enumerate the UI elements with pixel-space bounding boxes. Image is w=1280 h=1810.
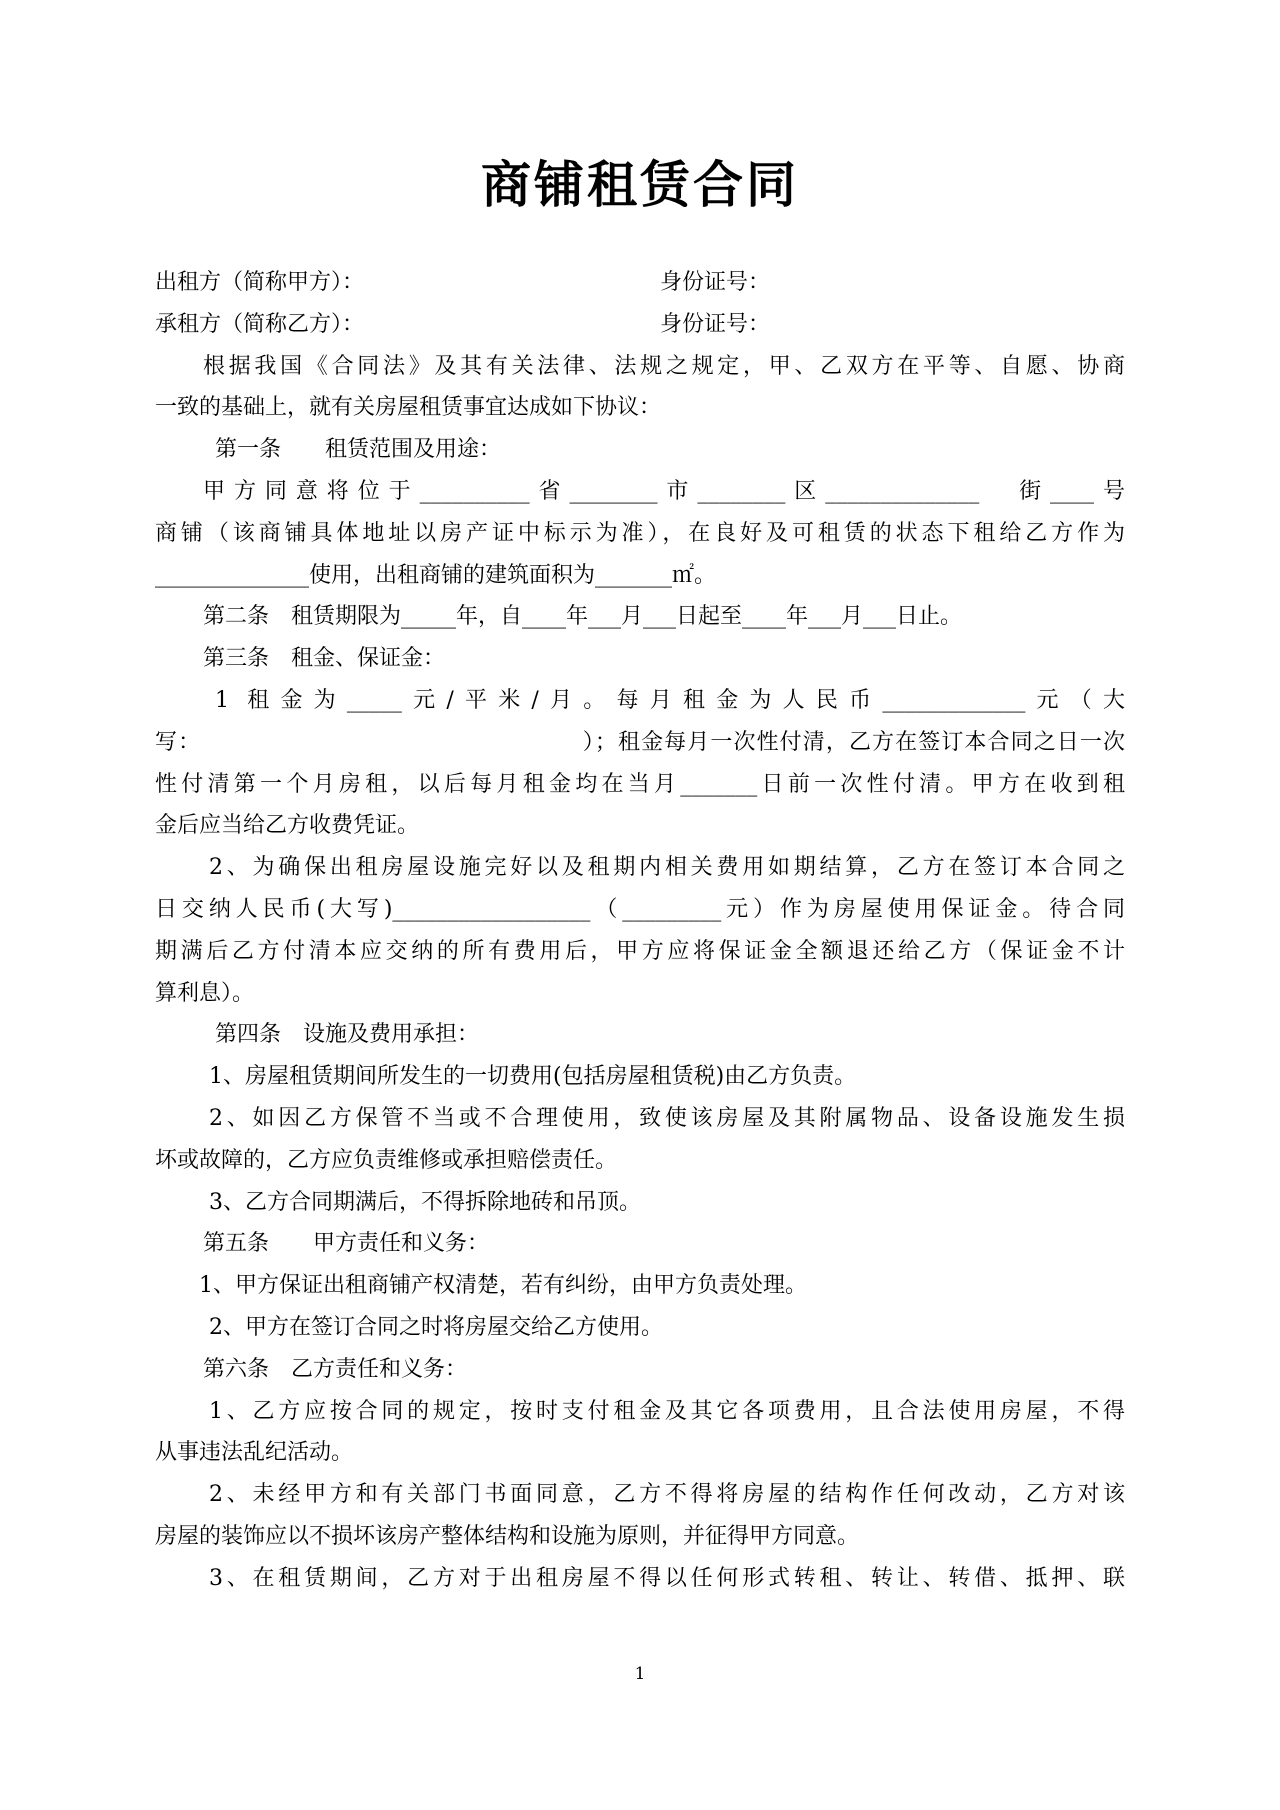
paragraph-line: 1、甲方保证出租商铺产权清楚，若有纠纷，由甲方负责处理。 xyxy=(199,1273,807,1299)
paragraph-line: 2、如因乙方保管不当或不合理使用，致使该房屋及其附属物品、设备设施发生损 xyxy=(209,1105,1125,1131)
lessee-label: 承租方（简称乙方）： xyxy=(155,311,365,337)
paragraph-line: 期满后乙方付清本应交纳的所有费用后，甲方应将保证金全额退还给乙方（保证金不计 xyxy=(155,938,1125,964)
lessee-id-label: 身份证号： xyxy=(660,311,771,337)
paragraph-line: 根据我国《合同法》及其有关法律、法规之规定，甲、乙双方在平等、自愿、协商 xyxy=(203,353,1125,379)
document-title: 商铺租赁合同 xyxy=(481,155,799,214)
paragraph-line: 3、在租赁期间，乙方对于出租房屋不得以任何形式转租、转让、转借、抵押、联 xyxy=(209,1565,1125,1591)
paragraph-line: 1、乙方应按合同的规定，按时支付租金及其它各项费用，且合法使用房屋，不得 xyxy=(209,1398,1125,1424)
paragraph-line: 房屋的装饰应以不损坏该房产整体结构和设施为原则，并征得甲方同意。 xyxy=(155,1523,860,1549)
paragraph-line: 甲方同意将位于__________省________市________区______________ 街____号 xyxy=(203,478,1125,504)
paragraph-line: 1、房屋租赁期间所发生的一切费用(包括房屋租赁税)由乙方负责。 xyxy=(209,1064,857,1090)
paragraph-line: 金后应当给乙方收费凭证。 xyxy=(155,813,420,839)
lessor-label: 出租方（简称甲方）： xyxy=(155,270,365,295)
paragraph-line: 3、乙方合同期满后，不得拆除地砖和吊顶。 xyxy=(209,1189,641,1215)
paragraph-line: 坏或故障的，乙方应负责维修或承担赔偿责任。 xyxy=(155,1147,618,1173)
paragraph-line: 2、未经甲方和有关部门书面同意，乙方不得将房屋的结构作任何改动，乙方对该 xyxy=(209,1482,1125,1508)
paragraph-line: 从事违法乱纪活动。 xyxy=(155,1440,354,1466)
paragraph-line: ______________使用，出租商铺的建筑面积为_______㎡。 xyxy=(155,562,717,588)
article-heading: 第四条 设施及费用承担： xyxy=(215,1022,480,1048)
article-heading: 第五条 甲方责任和义务： xyxy=(203,1231,490,1257)
paragraph-line: 1 租金为_____元/平米/月。每月租金为人民币_____________元（大 xyxy=(215,687,1125,713)
article-heading: 第三条 租金、保证金： xyxy=(203,646,446,672)
paragraph-line: 一致的基础上，就有关房屋租赁事宜达成如下协议： xyxy=(155,395,662,421)
document-body xyxy=(155,262,1125,1600)
paragraph-line: 2、为确保出租房屋设施完好以及租期内相关费用如期结算，乙方在签订本合同之 xyxy=(209,855,1125,881)
article-heading: 第二条 租赁期限为_____年，自____年___月___日起至____年___月___日止。 xyxy=(203,604,963,630)
paragraph-line: 日交纳人民币(大写)__________________（_________元）作为房屋使用保证金。待合同 xyxy=(155,896,1125,922)
paragraph-line: 2、甲方在签订合同之时将房屋交给乙方使用。 xyxy=(209,1314,663,1340)
paragraph-line: 写： ）；租金每月一次性付清，乙方在签订本合同之日一次 xyxy=(155,729,1125,755)
paragraph-line: 性付清第一个月房租，以后每月租金均在当月_______日前一次性付清。甲方在收到租 xyxy=(155,771,1125,797)
paragraph-line: 商铺（该商铺具体地址以房产证中标示为准），在良好及可租赁的状态下租给乙方作为 xyxy=(155,520,1125,546)
page-number: 1 xyxy=(634,1664,646,1684)
lessor-line xyxy=(155,262,1125,304)
article-heading: 第一条 租赁范围及用途： xyxy=(215,437,502,463)
lessee-line xyxy=(155,304,1125,346)
article-heading: 第六条 乙方责任和义务： xyxy=(203,1356,468,1382)
paragraph-line: 算利息）。 xyxy=(155,980,255,1006)
lessor-id-label: 身份证号： xyxy=(660,270,771,295)
